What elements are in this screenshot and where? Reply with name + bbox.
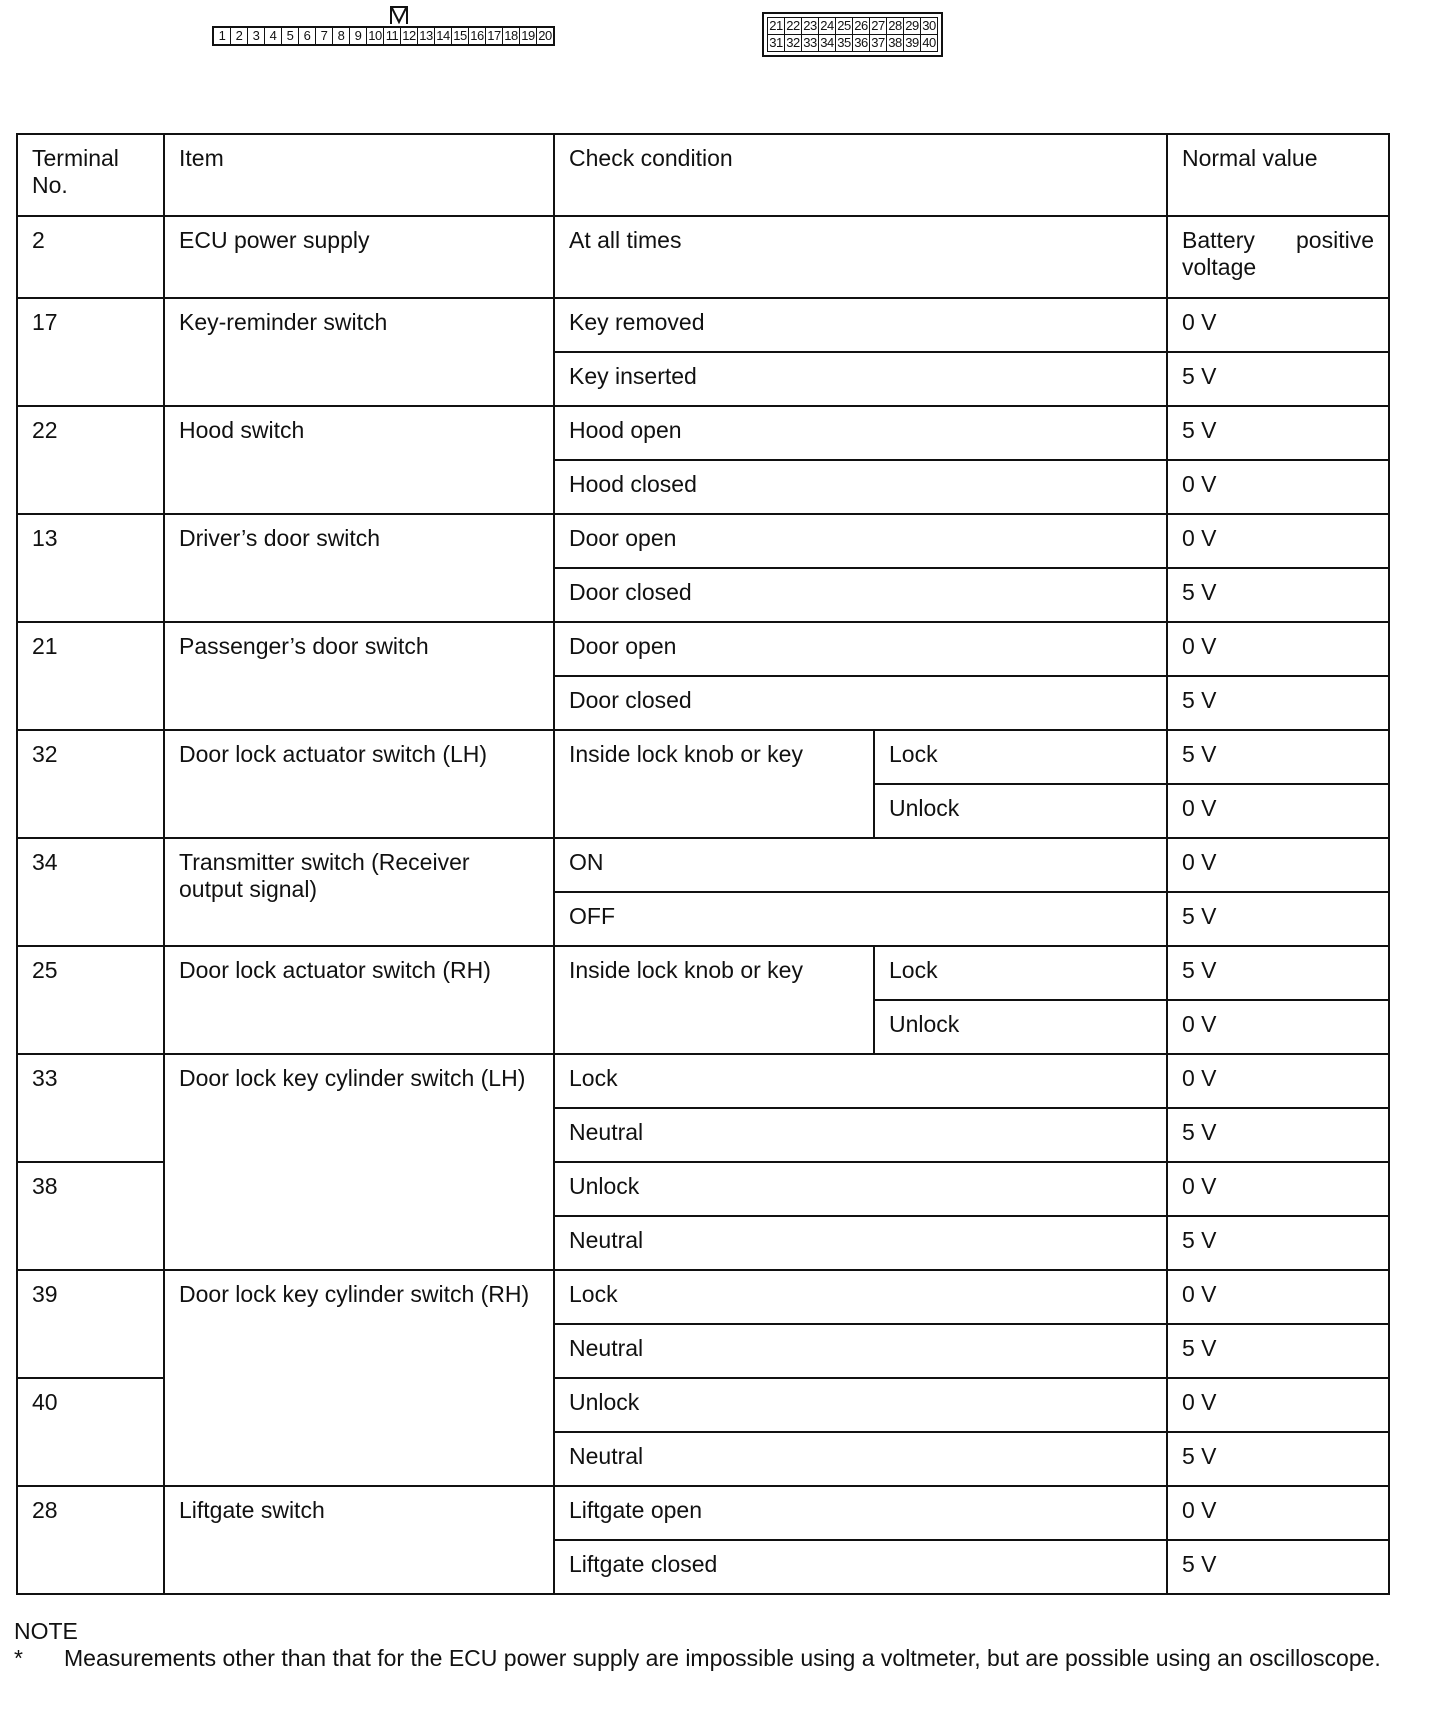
condition-cell: Hood closed — [554, 460, 1167, 514]
terminal-cell: 13 — [17, 514, 164, 622]
value-cell: 0 V — [1167, 460, 1389, 514]
table-row — [17, 1486, 1389, 1540]
note-bullet: * — [14, 1645, 23, 1671]
value-cell: 0 V — [1167, 784, 1389, 838]
connector-pin: 20 — [538, 28, 552, 43]
item-cell: Door lock actuator switch (LH) — [164, 730, 554, 838]
item-cell: Key-reminder switch — [164, 298, 554, 406]
value-cell: 5 V — [1167, 568, 1389, 622]
connector-pin: 37 — [870, 35, 887, 51]
connector-pin: 15 — [452, 28, 469, 44]
connector-pin: 22 — [785, 18, 802, 34]
connector-b-diagram — [762, 12, 943, 57]
condition-cell: Lock — [554, 1054, 1167, 1108]
connector-pin: 30 — [922, 18, 936, 33]
connector-pin: 39 — [904, 35, 921, 51]
connector-pin: 36 — [853, 35, 870, 51]
table-row — [17, 216, 1389, 298]
condition-cell: Inside lock knob or key — [554, 730, 874, 838]
table-row — [17, 838, 1389, 892]
connector-pin: 25 — [836, 18, 853, 34]
connector-pin: 21 — [768, 18, 785, 34]
table-row — [17, 622, 1389, 676]
table-row — [17, 1270, 1389, 1324]
value-cell: 5 V — [1167, 352, 1389, 406]
connector-pin: 16 — [469, 28, 486, 44]
connector-pin: 8 — [333, 28, 350, 44]
connector-pin: 35 — [836, 35, 853, 51]
connector-a-pins — [214, 28, 553, 44]
connector-pin: 2 — [231, 28, 248, 44]
value-cell: 5 V — [1167, 676, 1389, 730]
condition-cell: Neutral — [554, 1108, 1167, 1162]
connector-pin: 38 — [887, 35, 904, 51]
value-cell: 5 V — [1167, 946, 1389, 1000]
value-cell: 5 V — [1167, 1108, 1389, 1162]
connector-pin: 32 — [785, 35, 802, 51]
table-row — [17, 730, 1389, 784]
value-cell: 5 V — [1167, 730, 1389, 784]
terminal-cell: 32 — [17, 730, 164, 838]
terminal-cell: 33 — [17, 1054, 164, 1162]
connector-pin: 6 — [299, 28, 316, 44]
item-cell: Door lock actuator switch (RH) — [164, 946, 554, 1054]
value-cell: 0 V — [1167, 1378, 1389, 1432]
connector-pin: 10 — [367, 28, 384, 44]
connector-pin: 18 — [503, 28, 520, 44]
terminal-cell: 22 — [17, 406, 164, 514]
sub-condition-cell: Lock — [874, 730, 1167, 784]
terminal-cell: 28 — [17, 1486, 164, 1594]
condition-cell: Door closed — [554, 568, 1167, 622]
item-cell: Liftgate switch — [164, 1486, 554, 1594]
connector-pin: 26 — [853, 18, 870, 34]
value-cell: 5 V — [1167, 1216, 1389, 1270]
value-cell: 0 V — [1167, 1000, 1389, 1054]
connector-pin: 24 — [819, 18, 836, 34]
condition-cell: Neutral — [554, 1432, 1167, 1486]
connector-pin: 28 — [887, 18, 904, 34]
condition-cell: Hood open — [554, 406, 1167, 460]
condition-cell: Key inserted — [554, 352, 1167, 406]
connector-pin: 9 — [350, 28, 367, 44]
terminal-check-table — [16, 133, 1390, 1595]
sub-condition-cell: Lock — [874, 946, 1167, 1000]
condition-cell: Neutral — [554, 1216, 1167, 1270]
connector-pin: 17 — [486, 28, 503, 44]
item-cell: Door lock key cylinder switch (RH) — [164, 1270, 554, 1486]
table-row — [17, 514, 1389, 568]
connector-pin: 13 — [418, 28, 435, 44]
terminal-cell: 2 — [17, 216, 164, 298]
condition-cell: At all times — [554, 216, 1167, 298]
connector-pin: 34 — [819, 35, 836, 51]
value-cell: 0 V — [1167, 1162, 1389, 1216]
terminal-cell: 21 — [17, 622, 164, 730]
connector-a-diagram — [212, 26, 555, 46]
value-cell: 0 V — [1167, 622, 1389, 676]
header-terminal: Terminal No. — [17, 134, 164, 216]
header-value: Normal value — [1167, 134, 1389, 216]
connector-pin: 14 — [435, 28, 452, 44]
item-cell: Hood switch — [164, 406, 554, 514]
value-cell: 0 V — [1167, 514, 1389, 568]
item-cell: Transmitter switch (Receiver output signal) — [164, 838, 554, 946]
value-cell: 5 V — [1167, 1432, 1389, 1486]
value-cell: 5 V — [1167, 892, 1389, 946]
condition-cell: Lock — [554, 1270, 1167, 1324]
connector-pin: 27 — [870, 18, 887, 34]
item-cell: Passenger’s door switch — [164, 622, 554, 730]
value-cell: 5 V — [1167, 406, 1389, 460]
value-cell: 5 V — [1167, 1540, 1389, 1594]
table-row — [17, 946, 1389, 1000]
connector-b-top-pins — [768, 18, 937, 34]
connector-pin: 5 — [282, 28, 299, 44]
connector-pin: 40 — [922, 35, 936, 50]
condition-cell: Door open — [554, 622, 1167, 676]
connector-pin: 12 — [401, 28, 418, 44]
condition-cell: Door closed — [554, 676, 1167, 730]
item-cell: ECU power supply — [164, 216, 554, 298]
connector-pin: 1 — [214, 28, 231, 44]
connector-pin: 19 — [520, 28, 537, 44]
condition-cell: OFF — [554, 892, 1167, 946]
value-cell: 0 V — [1167, 838, 1389, 892]
sub-condition-cell: Unlock — [874, 1000, 1167, 1054]
condition-cell: Unlock — [554, 1378, 1167, 1432]
terminal-cell: 25 — [17, 946, 164, 1054]
value-cell: 0 V — [1167, 1486, 1389, 1540]
sub-condition-cell: Unlock — [874, 784, 1167, 838]
condition-cell: Key removed — [554, 298, 1167, 352]
header-condition: Check condition — [554, 134, 1167, 216]
connector-b-bottom-pins — [768, 34, 937, 51]
condition-cell: Unlock — [554, 1162, 1167, 1216]
value-cell: Battery positive voltage — [1167, 216, 1389, 298]
value-cell: 0 V — [1167, 298, 1389, 352]
terminal-cell: 40 — [17, 1378, 164, 1486]
table-row — [17, 406, 1389, 460]
connector-pin: 11 — [384, 28, 401, 44]
note-title: NOTE — [14, 1618, 78, 1644]
terminal-cell: 39 — [17, 1270, 164, 1378]
note-section — [14, 1618, 1386, 1672]
value-cell: 0 V — [1167, 1054, 1389, 1108]
terminal-cell: 34 — [17, 838, 164, 946]
table-row — [17, 1054, 1389, 1108]
connector-pin: 4 — [265, 28, 282, 44]
table-row — [17, 298, 1389, 352]
table-header-row — [17, 134, 1389, 216]
connector-marker-icon — [390, 6, 408, 24]
condition-cell: Liftgate closed — [554, 1540, 1167, 1594]
value-cell: 0 V — [1167, 1270, 1389, 1324]
connector-pin: 31 — [768, 35, 785, 51]
note-text: Measurements other than that for the ECU power supply are impossible using a voltmeter, but are possible using an oscilloscope. — [64, 1645, 1381, 1671]
connector-pin: 3 — [248, 28, 265, 44]
item-cell: Door lock key cylinder switch (LH) — [164, 1054, 554, 1270]
terminal-cell: 38 — [17, 1162, 164, 1270]
header-item: Item — [164, 134, 554, 216]
connector-pin: 23 — [802, 18, 819, 34]
connector-pin: 33 — [802, 35, 819, 51]
value-cell: 5 V — [1167, 1324, 1389, 1378]
item-cell: Driver’s door switch — [164, 514, 554, 622]
connector-pin: 7 — [316, 28, 333, 44]
terminal-cell: 17 — [17, 298, 164, 406]
condition-cell: Door open — [554, 514, 1167, 568]
condition-cell: ON — [554, 838, 1167, 892]
condition-cell: Inside lock knob or key — [554, 946, 874, 1054]
condition-cell: Liftgate open — [554, 1486, 1167, 1540]
condition-cell: Neutral — [554, 1324, 1167, 1378]
connector-pin: 29 — [904, 18, 921, 34]
